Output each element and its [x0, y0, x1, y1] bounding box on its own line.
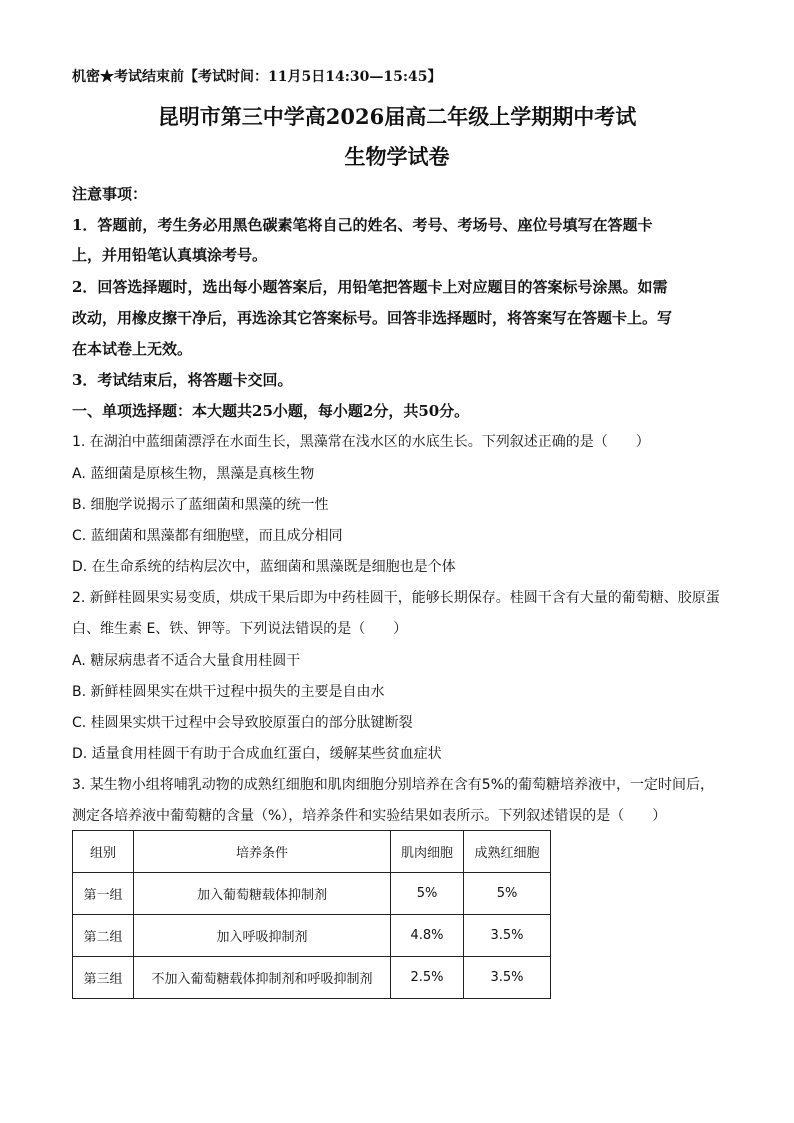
q1-option-c: C. 蓝细菌和黑藻都有细胞壁，而且成分相同: [72, 528, 343, 544]
note-2b: 改动，用橡皮擦干净后，再选涂其它答案标号。回答非选择题时，将答案写在答题卡上。写: [72, 309, 673, 327]
table-cell: 3.5%: [464, 957, 551, 999]
q3-results-table: [72, 830, 551, 999]
table-header-cell: 肌肉细胞: [391, 831, 464, 873]
q1-option-b: B. 细胞学说揭示了蓝细菌和黑藻的统一性: [72, 497, 329, 513]
table-cell: 3.5%: [464, 915, 551, 957]
q2-option-c: C. 桂圆果实烘干过程中会导致胶原蛋白的部分肽键断裂: [72, 715, 413, 731]
q3-stem-line2: 测定各培养液中葡萄糖的含量（%），培养条件和实验结果如表所示。下列叙述错误的是（ ）: [72, 808, 667, 824]
table-header-cell: 培养条件: [134, 831, 391, 873]
q1-option-d: D. 在生命系统的结构层次中，蓝细菌和黑藻既是细胞也是个体: [72, 559, 456, 575]
note-2a: 2．回答选择题时，选出每小题答案后，用铅笔把答题卡上对应题目的答案标号涂黑。如需: [72, 278, 668, 296]
table-cell: 不加入葡萄糖载体抑制剂和呼吸抑制剂: [134, 957, 391, 999]
table-header-cell: 组别: [73, 831, 134, 873]
q2-option-d: D. 适量食用桂圆干有助于合成血红蛋白，缓解某些贫血症状: [72, 746, 442, 762]
q2-option-b: B. 新鲜桂圆果实在烘干过程中损失的主要是自由水: [72, 684, 385, 700]
q3-stem-line1: 3. 某生物小组将哺乳动物的成熟红细胞和肌肉细胞分别培养在含有5%的葡萄糖培养液中，一定时间后，: [72, 777, 715, 793]
table-row: [73, 915, 551, 957]
table-cell: 4.8%: [391, 915, 464, 957]
table-header-cell: 成熟红细胞: [464, 831, 551, 873]
table-cell: 第二组: [73, 915, 134, 957]
table-cell: 第一组: [73, 873, 134, 915]
exam-title: 昆明市第三中学高2026届高二年级上学期期中考试: [157, 104, 637, 129]
confidential-header: 机密★考试结束前【考试时间：11月5日14:30—15:45】: [72, 69, 442, 85]
q1-option-a: A. 蓝细菌是原核生物，黑藻是真核生物: [72, 466, 315, 482]
q2-option-a: A. 糖尿病患者不适合大量食用桂圆干: [72, 653, 301, 669]
table-cell: 加入呼吸抑制剂: [134, 915, 391, 957]
section-heading: 一、单项选择题：本大题共25小题，每小题2分，共50分。: [72, 402, 470, 420]
q1-stem: 1. 在湖泊中蓝细菌漂浮在水面生长，黑藻常在浅水区的水底生长。下列叙述正确的是（ ）: [72, 434, 650, 450]
q2-stem-line1: 2. 新鲜桂圆果实易变质，烘成干果后即为中药桂圆干，能够长期保存。桂圆干含有大量的葡萄糖、胶原蛋: [72, 590, 720, 606]
table-row: [73, 873, 551, 915]
note-1a: 1．答题前，考生务必用黑色碳素笔将自己的姓名、考号、考场号、座位号填写在答题卡: [72, 216, 653, 234]
note-2c: 在本试卷上无效。: [72, 340, 193, 358]
note-1b: 上，并用铅笔认真填涂考号。: [72, 246, 268, 264]
notes-heading: 注意事项：: [72, 185, 148, 203]
table-cell: 2.5%: [391, 957, 464, 999]
table-header-row: [73, 831, 551, 873]
note-3: 3．考试结束后，将答题卡交回。: [72, 371, 293, 389]
table-cell: 5%: [391, 873, 464, 915]
q2-stem-line2: 白、维生素 E、铁、钾等。下列说法错误的是（ ）: [72, 621, 408, 637]
table-cell: 加入葡萄糖载体抑制剂: [134, 873, 391, 915]
table-row: [73, 957, 551, 999]
table-cell: 第三组: [73, 957, 134, 999]
table-cell: 5%: [464, 873, 551, 915]
exam-subtitle: 生物学试卷: [344, 144, 450, 169]
